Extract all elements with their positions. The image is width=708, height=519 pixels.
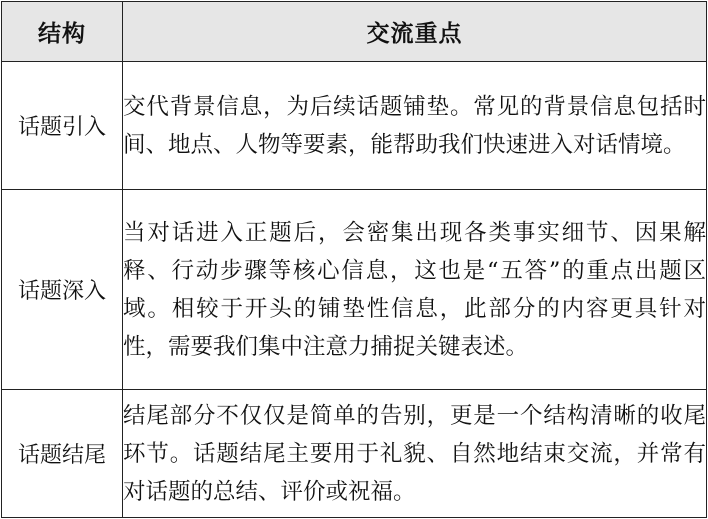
structure-label-intro: 话题引入 xyxy=(2,62,123,190)
focus-text-deep: 当对话进入正题后，会密集出现各类事实细节、因果解释、行动步骤等核心信息，这也是“五答”的重点出题区域。相较于开头的铺垫性信息，此部分的内容更具针对性，需要我们集中注意力捕捉关键表述。 xyxy=(123,219,706,360)
structure-label-end: 话题结尾 xyxy=(2,390,123,518)
table-row-intro xyxy=(2,62,707,190)
structure-label-deep: 话题深入 xyxy=(2,190,123,390)
header-structure: 结构 xyxy=(2,2,123,62)
header-focus: 交流重点 xyxy=(123,2,707,62)
table-header-row xyxy=(2,2,707,62)
focus-cell-deep xyxy=(123,190,707,390)
focus-text-end: 结尾部分不仅仅是简单的告别，更是一个结构清晰的收尾环节。话题结尾主要用于礼貌、自然地结束交流，并常有对话题的总结、评价或祝福。 xyxy=(123,402,706,505)
focus-cell-intro xyxy=(123,62,707,190)
focus-text-intro: 交代背景信息，为后续话题铺垫。常见的背景信息包括时间、地点、人物等要素，能帮助我们快速进入对话情境。 xyxy=(123,93,706,158)
structure-table xyxy=(1,1,707,518)
focus-cell-end xyxy=(123,390,707,518)
table-row-end xyxy=(2,390,707,518)
table-row-deep xyxy=(2,190,707,390)
